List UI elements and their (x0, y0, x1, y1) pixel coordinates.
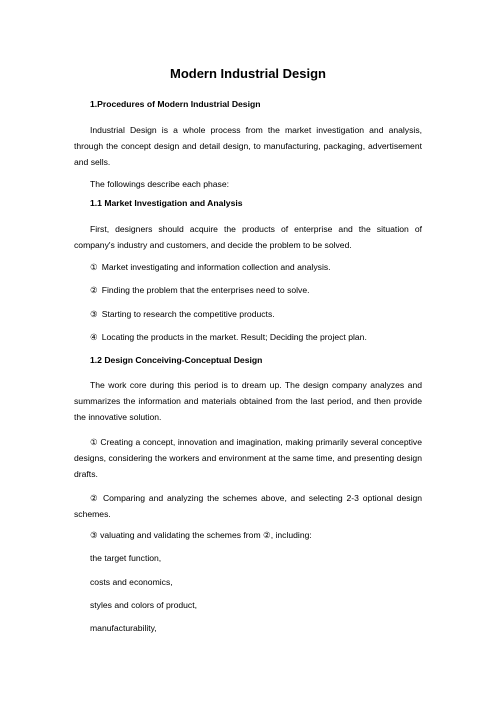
list-item (90, 285, 310, 296)
list-number: ④ (90, 332, 98, 342)
section-heading: 1.1 Market Investigation and Analysis (90, 198, 243, 208)
list-item (90, 309, 275, 320)
list-number: ① (90, 262, 98, 272)
list-item-text: Market investigating and information collection and analysis. (101, 262, 331, 272)
list-item-text: Finding the problem that the enterprises need to solve. (101, 285, 310, 295)
paragraph: ① Creating a concept, innovation and imagination, making primarily several conceptive designs, considering the workers and environment at the same time, and presenting design drafts. (74, 437, 422, 479)
paragraph: The work core during this period is to dream up. The design company analyzes and summarizes the information and materials obtained from the last period, and then provide the innovative solution. (74, 380, 422, 422)
paragraph: Industrial Design is a whole process from the market investigation and analysis, through the concept design and detail design, to manufacturing, packaging, advertisement and sells. (74, 125, 422, 167)
criteria-item: manufacturability, (90, 623, 157, 633)
list-item-text: Locating the products in the market. Result; Deciding the project plan. (101, 332, 367, 342)
paragraph: The followings describe each phase: (90, 179, 230, 189)
paragraph: ③ valuating and validating the schemes from ②, including: (90, 530, 312, 540)
list-number: ③ (90, 309, 98, 319)
list-item (90, 262, 331, 273)
list-item (90, 332, 367, 343)
criteria-item: costs and economics, (90, 577, 173, 587)
paragraph: ② Comparing and analyzing the schemes above, and selecting 2-3 optional design schemes. (74, 493, 422, 519)
section-heading: 1.Procedures of Modern Industrial Design (90, 99, 261, 109)
paragraph: First, designers should acquire the products of enterprise and the situation of company's industry and customers, and decide the problem to be solved. (74, 224, 422, 250)
list-number: ② (90, 285, 98, 295)
list-item-text: Starting to research the competitive products. (101, 309, 275, 319)
criteria-item: styles and colors of product, (90, 600, 197, 610)
criteria-item: the target function, (90, 553, 162, 563)
document-title: Modern Industrial Design (169, 66, 326, 81)
section-heading: 1.2 Design Conceiving-Conceptual Design (90, 355, 263, 365)
